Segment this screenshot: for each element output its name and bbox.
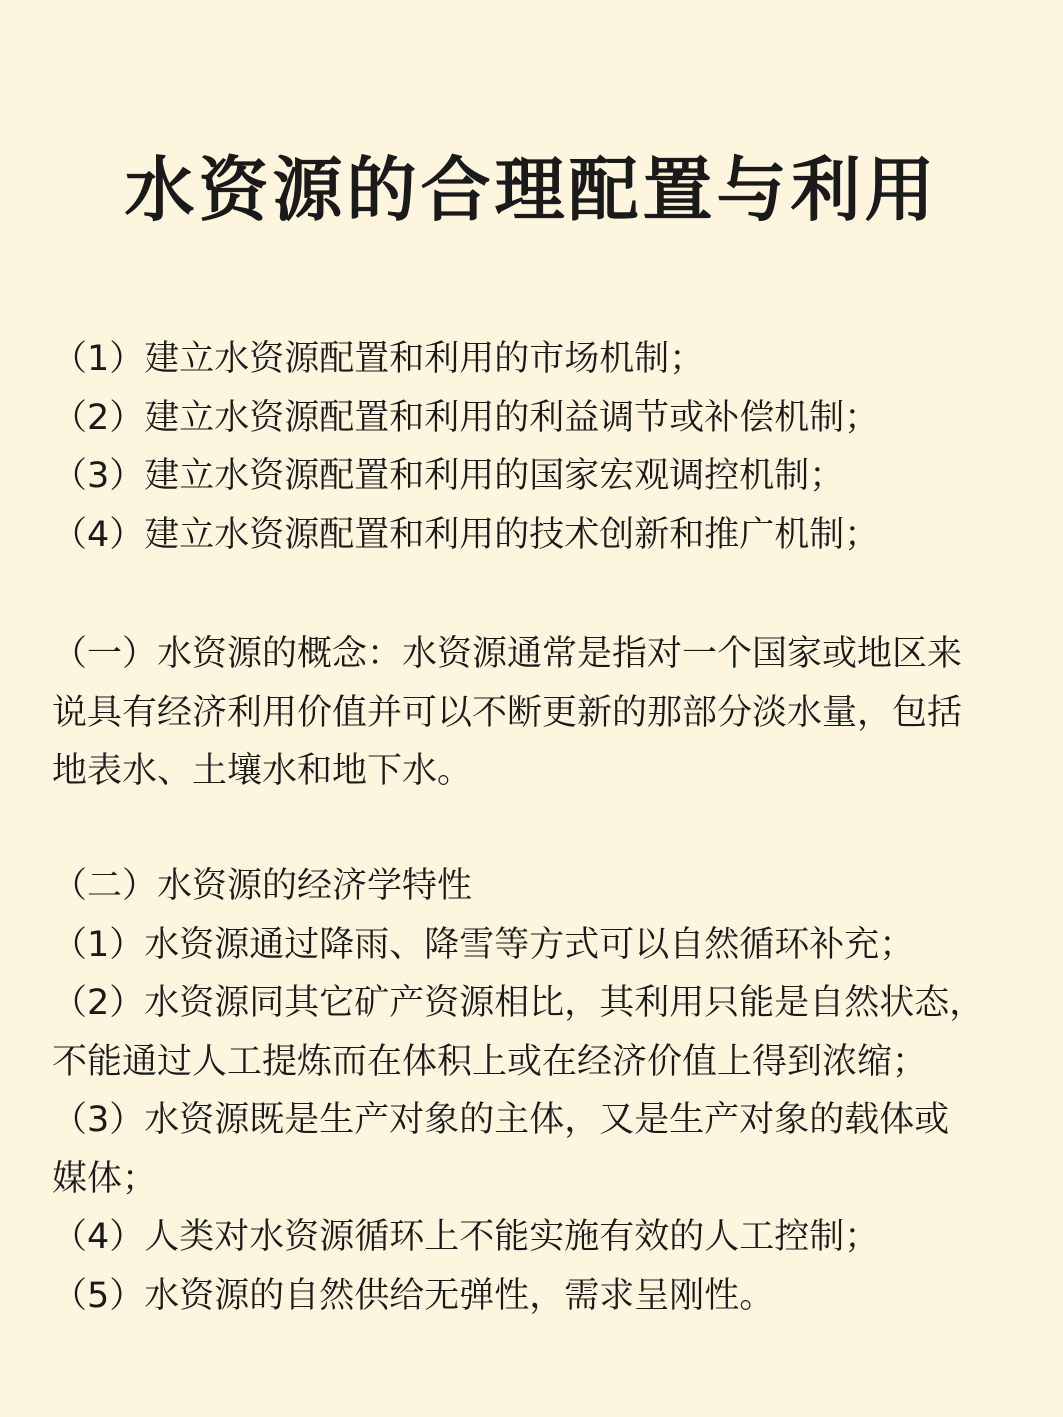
concept-line: 说具有经济利用价值并可以不断更新的那部分淡水量，包括: [52, 692, 963, 733]
economics-line: （1）水资源通过降雨、降雪等方式可以自然循环补充；: [52, 924, 915, 965]
economics-line: （5）水资源的自然供给无弹性，需求呈刚性。: [52, 1275, 775, 1316]
economics-section: [52, 857, 1037, 1325]
mechanisms-list: [52, 330, 1037, 564]
page-title: 水资源的合理配置与利用: [124, 149, 939, 231]
concept-line: 地表水、土壤水和地下水。: [52, 751, 473, 791]
economics-line: （3）水资源既是生产对象的主体，又是生产对象的载体或: [52, 1100, 950, 1140]
economics-line: （2）水资源同其它矿产资源相比，其利用只能是自然状态，: [52, 983, 985, 1023]
economics-heading: （二）水资源的经济学特性: [52, 866, 473, 906]
mechanism-item: （2）建立水资源配置和利用的利益调节或补偿机制；: [52, 397, 880, 438]
mechanism-item: （4）建立水资源配置和利用的技术创新和推广机制；: [52, 514, 880, 555]
mechanism-item: （1）建立水资源配置和利用的市场机制；: [52, 339, 705, 379]
economics-line: 媒体；: [52, 1158, 158, 1199]
economics-line: （4）人类对水资源循环上不能实施有效的人工控制；: [52, 1217, 880, 1257]
concept-line: （一）水资源的概念：水资源通常是指对一个国家或地区来: [52, 634, 963, 674]
mechanism-item: （3）建立水资源配置和利用的国家宏观调控机制；: [52, 456, 845, 496]
economics-line: 不能通过人工提炼而在体积上或在经济价值上得到浓缩；: [52, 1041, 928, 1082]
concept-section: [52, 625, 1037, 801]
